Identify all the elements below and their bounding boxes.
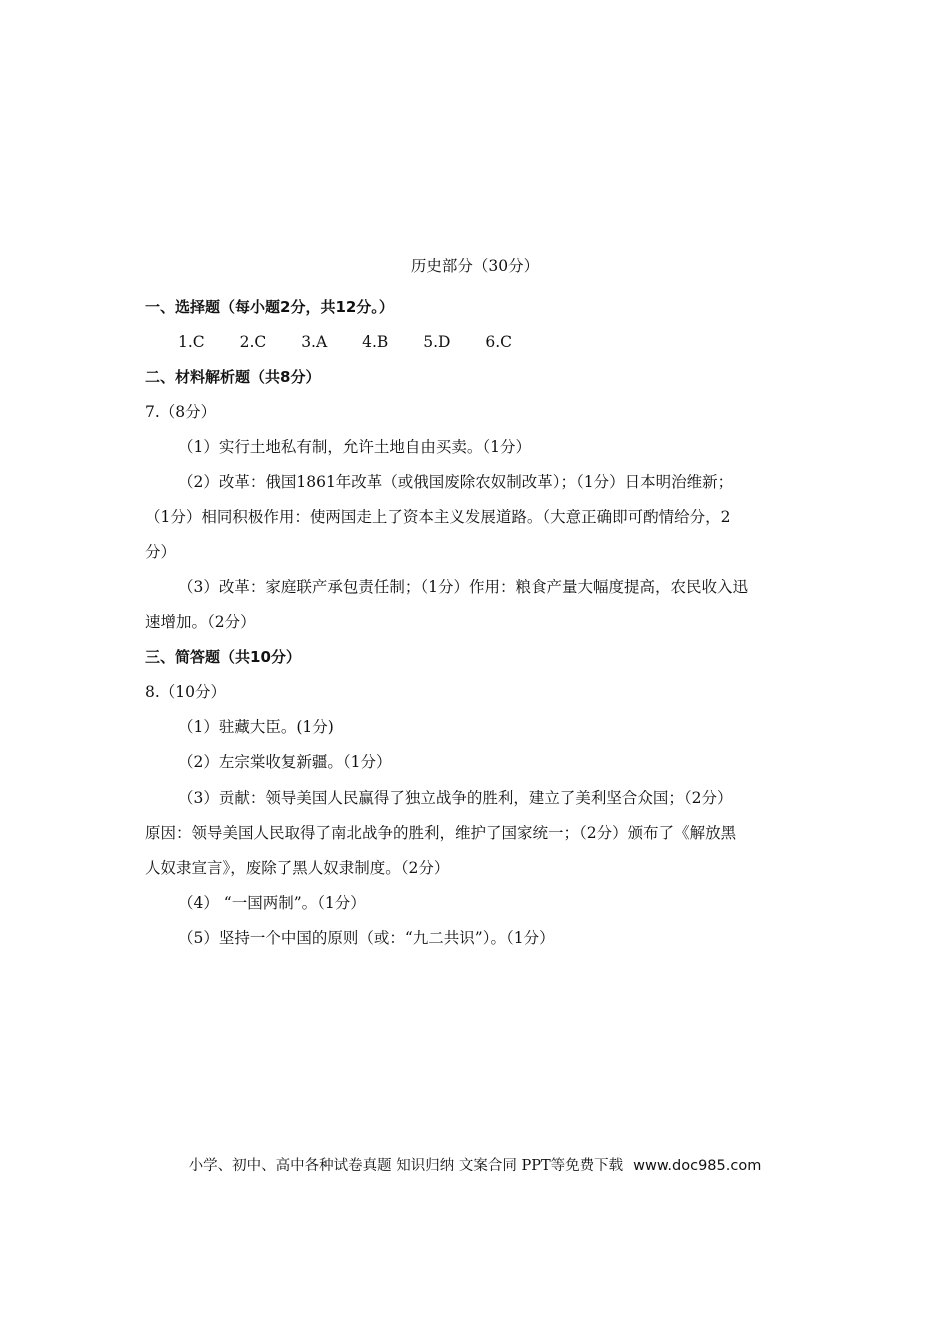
answer-4: 4.B — [362, 333, 389, 351]
q7-part-3-line-1: （3）改革：家庭联产承包责任制；（1分）作用：粮食产量大幅度提高，农民收入迅 — [178, 578, 748, 596]
page-footer — [0, 1154, 950, 1175]
answer-1: 1.C — [178, 333, 205, 351]
q7-part-2-line-1: （2）改革：俄国1861年改革（或俄国废除农奴制改革）；（1分）日本明治维新； — [178, 473, 734, 491]
q7-part-3-line-2: 速增加。（2分） — [145, 613, 256, 631]
section-1-heading: 一、选择题（每小题2分，共12分。） — [145, 298, 394, 316]
footer-text: 小学、初中、高中各种试卷真题 知识归纳 文案合同 PPT等免费下载 — [188, 1158, 624, 1174]
q8-part-1: （1）驻藏大臣。(1分) — [178, 718, 334, 736]
answer-5: 5.D — [423, 333, 451, 351]
choice-answers — [178, 332, 542, 352]
q8-part-3-line-1: （3）贡献：领导美国人民赢得了独立战争的胜利，建立了美利坚合众国；（2分） — [178, 789, 733, 807]
section-2-heading: 二、材料解析题（共8分） — [145, 368, 321, 386]
q7-part-1: （1）实行土地私有制，允许土地自由买卖。（1分） — [178, 438, 531, 456]
q8-part-3-line-3: 人奴隶宣言》，废除了黑人奴隶制度。（2分） — [145, 859, 450, 877]
page-title: 历史部分（30分） — [410, 257, 540, 275]
question-7-label: 7.（8分） — [145, 403, 217, 421]
section-3-heading: 三、简答题（共10分） — [145, 648, 301, 666]
answer-6: 6.C — [485, 333, 513, 351]
question-8-label: 8.（10分） — [145, 683, 227, 701]
q8-part-3-line-2: 原因：领导美国人民取得了南北战争的胜利，维护了国家统一；（2分）颁布了《解放黑 — [145, 824, 737, 842]
q7-part-2-line-2: （1分）相同积极作用：使两国走上了资本主义发展道路。（大意正确即可酌情给分，2 — [145, 508, 731, 526]
q8-part-4: （4） “一国两制”。（1分） — [178, 894, 366, 912]
footer-url[interactable]: www.doc985.com — [633, 1158, 762, 1174]
answer-3: 3.A — [301, 333, 328, 351]
answer-2: 2.C — [239, 333, 267, 351]
q8-part-5: （5）坚持一个中国的原则（或：“九二共识”）。（1分） — [178, 929, 555, 947]
q8-part-2: （2）左宗棠收复新疆。（1分） — [178, 753, 392, 771]
q7-part-2-line-3: 分） — [145, 543, 177, 561]
